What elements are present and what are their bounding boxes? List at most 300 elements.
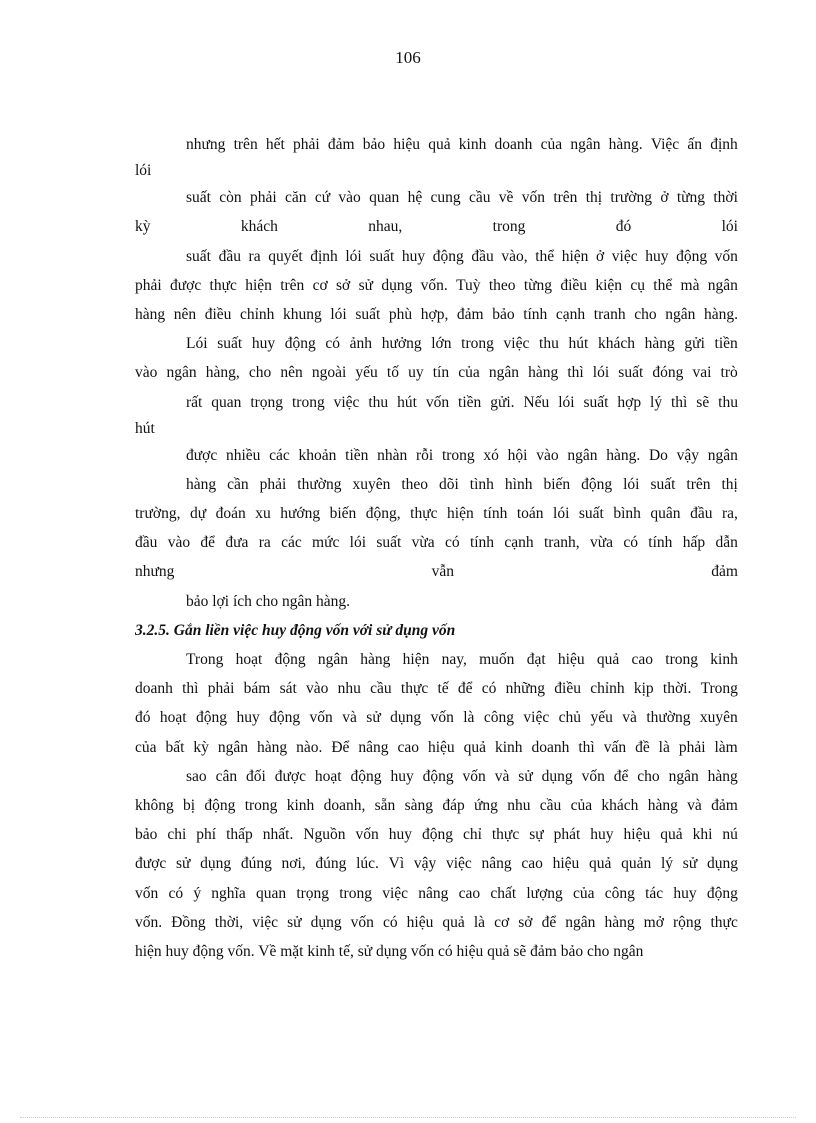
word: huy (388, 826, 412, 844)
word: những (505, 680, 546, 698)
word: thu (539, 335, 559, 353)
word: trọng (296, 884, 330, 902)
word: phù (388, 305, 413, 323)
word: chỉnh (590, 680, 625, 698)
word: bất (165, 738, 185, 756)
word: động (274, 651, 306, 668)
word: thực (410, 505, 438, 523)
word: suất (650, 475, 676, 493)
word: tính (483, 505, 508, 523)
word: động (676, 247, 708, 265)
word: điều (560, 276, 588, 294)
word: sử (358, 276, 373, 294)
word: thể (653, 276, 673, 294)
word: hiệu (623, 826, 651, 844)
word: vào, (501, 247, 528, 265)
word: tính (523, 305, 548, 323)
word: lói (330, 305, 347, 323)
word: việc (445, 855, 472, 873)
word: suất (369, 247, 395, 265)
word: phải (207, 680, 235, 698)
word: được (135, 855, 167, 873)
word: cứ (314, 189, 331, 207)
word: yếu (355, 364, 378, 382)
word: phải (135, 276, 162, 294)
text-line (135, 791, 738, 820)
word: ấn (687, 136, 703, 153)
word: trên (233, 136, 258, 153)
word: vừa (411, 534, 435, 552)
word: vừa (590, 534, 614, 552)
text-line (135, 271, 738, 300)
word: việc (252, 913, 279, 931)
word: cạnh (555, 305, 586, 323)
word: ở (596, 247, 605, 265)
word: hoạt (314, 767, 342, 785)
word: thì (578, 738, 595, 756)
word: cạnh (504, 534, 534, 552)
word: có (444, 534, 460, 552)
word: đầu (690, 505, 713, 523)
page-number: 106 (395, 48, 421, 67)
word: Trong (186, 651, 224, 668)
word: làm (714, 738, 738, 756)
word: cụ (630, 276, 645, 294)
word: đảm (456, 305, 484, 323)
text-line (135, 358, 738, 387)
word: đảm (327, 136, 355, 153)
word: quan (369, 189, 400, 207)
word: doanh (494, 136, 533, 153)
text-line (135, 130, 738, 159)
text-line (135, 528, 738, 557)
word: động (432, 247, 464, 265)
word: sát (279, 680, 297, 698)
word: vốn. (420, 276, 448, 294)
word: vấn (603, 738, 627, 756)
word: hàng. (606, 446, 641, 464)
word: Tuỳ (456, 276, 481, 294)
word: xuyên (699, 709, 738, 727)
word: ngân (488, 364, 519, 382)
text-line (135, 908, 738, 937)
word: ngân (570, 136, 601, 153)
word: có (168, 884, 184, 902)
word: sử (682, 855, 698, 873)
word: sử (287, 913, 302, 931)
word: động (581, 475, 613, 493)
word: tế (437, 680, 449, 698)
word: là (658, 738, 670, 756)
word: hiệu (557, 651, 585, 668)
word: vốn (425, 393, 450, 411)
word: quả (442, 913, 465, 931)
word: định (710, 136, 738, 153)
word: suất (186, 247, 211, 265)
word: trò (720, 364, 738, 382)
word: toán (516, 505, 544, 523)
word: trường, (135, 505, 181, 523)
word: phí (196, 826, 217, 844)
word: và (494, 767, 510, 785)
word: tố (386, 364, 399, 382)
word: doanh (135, 680, 173, 698)
word: vốn (714, 247, 738, 265)
word: ngân (317, 651, 348, 668)
word: việc (523, 709, 550, 727)
word: dụng (706, 855, 738, 873)
word: hưởng (381, 335, 422, 353)
word: nào. (296, 738, 323, 756)
word: xuyên (352, 475, 391, 493)
word: Nếu (523, 393, 550, 411)
word: thì (671, 393, 688, 411)
word: dụng (310, 913, 342, 931)
word: quả (463, 738, 486, 756)
word: Lói (186, 335, 208, 353)
word: xu (255, 505, 271, 523)
word: trên (553, 189, 578, 207)
word: uy (408, 364, 424, 382)
text-line (135, 645, 738, 674)
word: đưa (225, 534, 249, 552)
word: vào (536, 446, 559, 464)
word: còn (219, 189, 242, 207)
word: nên (173, 305, 197, 323)
word: tranh (593, 305, 626, 323)
word: suất (217, 335, 243, 353)
word: cho (248, 364, 272, 382)
word: động (284, 335, 316, 353)
word: động (269, 709, 301, 727)
word: lớn (431, 335, 452, 353)
word: bảo (362, 136, 386, 153)
word: là (473, 913, 486, 931)
text-line (135, 329, 738, 358)
word: chi (167, 826, 187, 844)
word: động (421, 826, 453, 844)
word: dụng (541, 767, 573, 785)
word: phải (249, 189, 277, 207)
word: ra (258, 534, 271, 552)
word: ngân (217, 738, 248, 756)
word: đảm (711, 796, 738, 814)
word: hàng. (703, 305, 738, 323)
word: cân (215, 767, 238, 785)
word: nhu (337, 680, 361, 698)
word: hình (504, 475, 533, 493)
word: đề (635, 738, 650, 756)
word: quả (660, 826, 683, 844)
word: hệ (407, 189, 423, 207)
word: ở (660, 189, 669, 207)
word: hàng (186, 475, 217, 493)
word: huy (251, 335, 276, 353)
word: mà (680, 276, 700, 294)
word: đúng (315, 855, 347, 873)
word: tính (469, 534, 495, 552)
word: của (570, 796, 593, 814)
word: hàng (528, 364, 559, 382)
word: hàng. (608, 136, 643, 153)
word: vốn (355, 826, 379, 844)
word: có (481, 680, 497, 698)
word: hàng (707, 767, 738, 785)
word: thị (585, 189, 603, 207)
word: vào (338, 189, 361, 207)
word: từng (676, 189, 706, 207)
word: động (350, 767, 382, 785)
word: vốn (350, 913, 374, 931)
text-line (135, 820, 738, 849)
word: đó (135, 709, 151, 727)
word: động (422, 767, 454, 785)
word: hiện (447, 505, 474, 523)
word: của (458, 364, 480, 382)
word: bảo (492, 305, 515, 323)
word: nay, (441, 651, 467, 668)
word: rộng (673, 913, 702, 931)
text-line (135, 674, 738, 703)
word: cần (227, 475, 249, 493)
word: hàng (647, 796, 678, 814)
word: được (186, 446, 218, 464)
word: ngân (668, 767, 699, 785)
word: và (687, 796, 702, 814)
word: lý (650, 393, 663, 411)
word: Việc (650, 136, 680, 153)
word: ảnh (349, 335, 373, 353)
word: ra (248, 247, 261, 265)
word: hiệu (393, 136, 421, 153)
word: biến (329, 505, 357, 523)
word: điều (554, 680, 581, 698)
word: chủ (558, 709, 582, 727)
word: hút (397, 393, 417, 411)
word: khi (692, 826, 713, 844)
word: sàng (404, 796, 434, 814)
word: trong (339, 884, 372, 902)
text-line (135, 703, 738, 732)
word: thì (182, 680, 199, 698)
word: Nguồn (303, 826, 346, 844)
word: sẵn (374, 796, 396, 814)
word: đầu (218, 247, 241, 265)
word: thời (713, 189, 738, 207)
word: kỳ (193, 738, 209, 756)
word: bị (183, 796, 196, 814)
word: huy (401, 247, 426, 265)
word: trọng (250, 393, 284, 411)
text-line (135, 849, 738, 878)
word: ngân (166, 364, 197, 382)
word: có (325, 335, 341, 353)
word: quân (650, 505, 681, 523)
word: việc (503, 335, 530, 353)
word: thấp (226, 826, 253, 844)
word: cung (430, 189, 461, 207)
word: sở (518, 913, 533, 931)
word: trong (665, 651, 698, 668)
word: sử (366, 709, 381, 727)
word: đúng (240, 855, 272, 873)
text-line (135, 762, 738, 791)
word: Vì (388, 855, 405, 873)
word: ngân (567, 446, 598, 464)
word: cao (458, 884, 481, 902)
word: trên (280, 276, 305, 294)
word: nhu (507, 796, 531, 814)
text-line: lói (135, 162, 152, 180)
word: sử (518, 767, 533, 785)
word: tình (469, 475, 494, 493)
word: hội (507, 446, 528, 464)
word: bảo (135, 826, 158, 844)
word: nơi, (281, 855, 306, 873)
word: cơ (494, 913, 510, 931)
word: khách (601, 796, 639, 814)
word: vốn (135, 884, 159, 902)
word: đạt (526, 651, 546, 668)
word: được (274, 767, 306, 785)
word: sẽ (696, 393, 710, 411)
word: huy (236, 709, 260, 727)
word: đoán (215, 505, 246, 523)
text-line (135, 388, 738, 417)
word: động (204, 796, 236, 814)
word: hợp, (420, 305, 449, 323)
word: lói (623, 475, 640, 493)
word: lúc. (356, 855, 379, 873)
word: đó (615, 218, 632, 236)
word: tác (645, 884, 664, 902)
word: thời. (662, 680, 692, 698)
word: vẫn (431, 563, 455, 581)
word: hiện (561, 247, 589, 265)
page-bottom-rule (20, 1117, 796, 1118)
word: vốn. (135, 913, 163, 931)
word: đảm (711, 563, 738, 581)
word: có (382, 913, 398, 931)
word: hiện (402, 651, 430, 668)
word: doanh, (323, 796, 366, 814)
word: vào (306, 680, 329, 698)
word: điều (204, 305, 232, 323)
word: thị (721, 475, 738, 493)
word: kinh (458, 136, 487, 153)
word: vốn (462, 767, 486, 785)
word: kiện (595, 276, 623, 294)
word: nhau, (368, 218, 403, 236)
word: rất (186, 393, 203, 411)
word: được (170, 276, 202, 294)
word: động (196, 709, 228, 727)
word: lói (349, 534, 367, 552)
word: tranh, (543, 534, 580, 552)
text-line: hút (135, 419, 155, 437)
word: hàng, (205, 364, 240, 382)
word: đầu (135, 534, 158, 552)
word: suất (578, 505, 604, 523)
word: của (135, 738, 157, 756)
word: suất (618, 364, 644, 382)
word: hiệu (552, 855, 580, 873)
word: đối (246, 767, 266, 785)
word: suất (355, 305, 381, 323)
text-line (135, 879, 738, 908)
word: quả (428, 136, 451, 153)
word: nâng (418, 884, 449, 902)
word: để (200, 534, 216, 552)
word: hàng (256, 738, 288, 756)
word: thu (368, 393, 389, 411)
word: việc (333, 393, 360, 411)
word: lói (721, 218, 738, 236)
word: huy (390, 767, 414, 785)
word: kịp (633, 680, 654, 698)
word: trường (610, 189, 652, 207)
word: thu (718, 393, 738, 411)
word: sở (336, 276, 351, 294)
word: quan (211, 393, 242, 411)
word: cho (634, 305, 657, 323)
word: nhưng (186, 136, 226, 153)
word: bình (613, 505, 641, 523)
word: trong (441, 446, 475, 464)
word: định (310, 247, 338, 265)
word: mở (643, 913, 664, 931)
word: gửi. (490, 393, 515, 411)
word: theo (401, 475, 428, 493)
word: của (540, 136, 563, 153)
word: rỗi (416, 446, 434, 464)
word: chỉ (462, 826, 482, 844)
word: dụng (390, 709, 422, 727)
word: quản (621, 855, 652, 873)
word: hoạt (235, 651, 263, 668)
text-line: hiện huy động vốn. Về mặt kinh tế, sử dụng vốn có hiệu quả sẽ đảm bảo cho ngân (135, 942, 644, 960)
word: quan (255, 884, 287, 902)
word: đầu (471, 247, 494, 265)
word: trong (291, 393, 325, 411)
word: thời, (214, 913, 244, 931)
body-text (135, 130, 738, 966)
word: suất (186, 189, 211, 207)
word: về (498, 189, 514, 207)
word: ngân (707, 276, 738, 294)
word: công (604, 884, 635, 902)
word: và (342, 709, 357, 727)
word: ngoài (311, 364, 347, 382)
word: lói (558, 393, 575, 411)
word: vốn (581, 767, 605, 785)
word: tiền (714, 335, 738, 353)
word: vai (692, 364, 712, 382)
word: khung (283, 305, 322, 323)
word: sao (186, 767, 207, 785)
word: các (281, 534, 302, 552)
text-line: bảo lợi ích cho ngân hàng. (186, 592, 351, 610)
word: hàng (604, 913, 635, 931)
word: Trong (700, 680, 738, 698)
word: hết (265, 136, 285, 153)
word: tiền (458, 393, 482, 411)
word: quả (596, 651, 620, 668)
text-line (135, 212, 738, 241)
word: huy (590, 826, 614, 844)
word: Để (331, 738, 350, 756)
word: phải (259, 475, 287, 493)
